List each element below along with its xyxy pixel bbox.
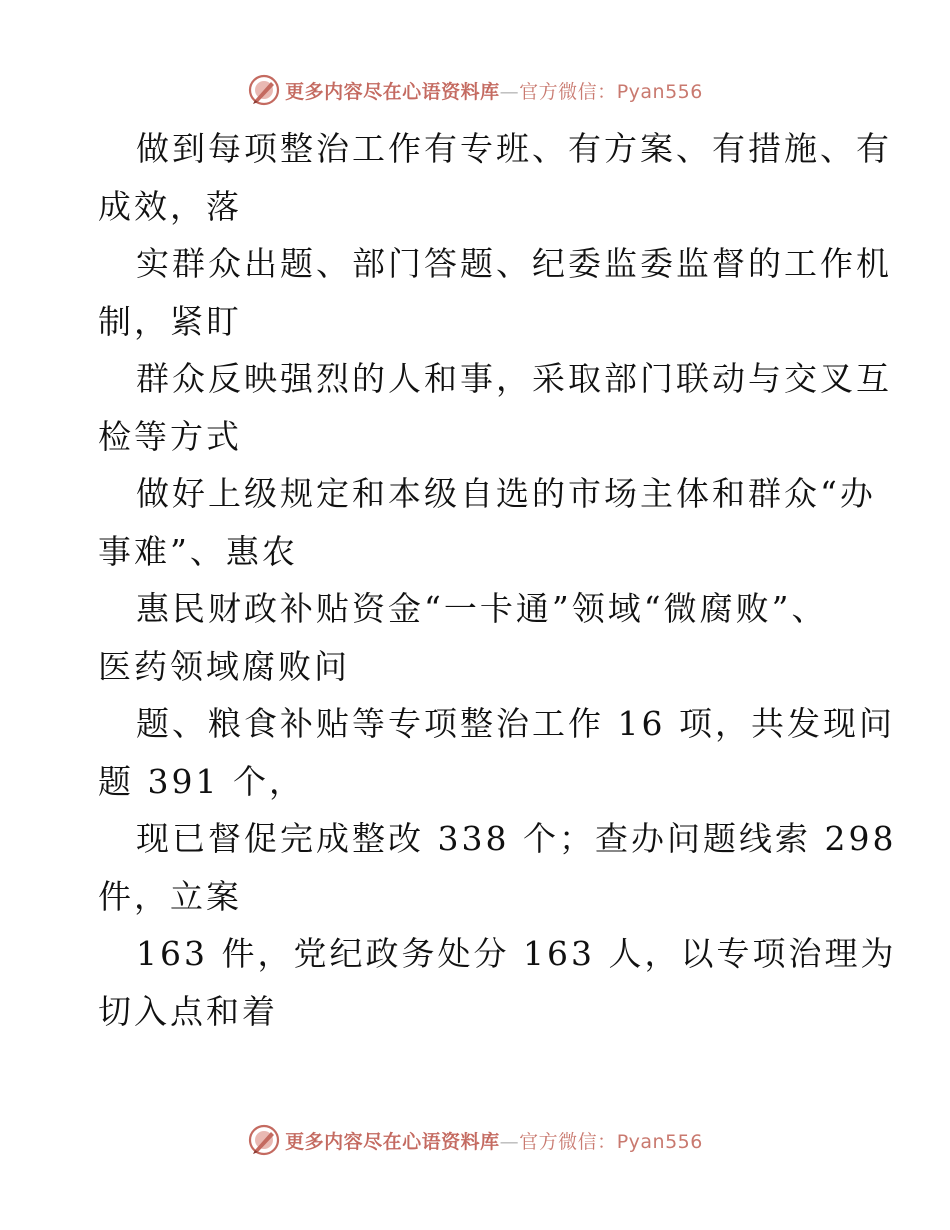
paragraph [98, 235, 892, 350]
paragraph-line: 做到每项整治工作有专班、有方案、有措施、有 [136, 129, 892, 168]
watermark-text [285, 1127, 703, 1154]
paragraph-line: 事难”、惠农 [98, 531, 298, 571]
watermark-wechat-label: 官方微信： [519, 80, 617, 103]
paragraph [98, 925, 897, 1040]
paragraph-line: 现已督促完成整改 338 个；查办问题线索 298 [136, 819, 897, 858]
paragraph [98, 695, 895, 810]
watermark-wechat-id: Pyan556 [616, 1130, 703, 1153]
paragraph [98, 580, 858, 695]
pen-logo-icon [247, 73, 281, 107]
watermark-separator: — [499, 80, 520, 103]
paragraph-line: 实群众出题、部门答题、纪委监委监督的工作机 [136, 244, 892, 283]
paragraph-line: 群众反映强烈的人和事，采取部门联动与交叉互 [136, 359, 892, 398]
paragraph-line: 医药领域腐败问 [98, 646, 350, 686]
watermark-wechat-label: 官方微信： [519, 1130, 617, 1153]
watermark-wechat-id: Pyan556 [616, 80, 703, 103]
pen-logo-icon [247, 1123, 281, 1157]
paragraph-line: 163 件，党纪政务处分 163 人，以专项治理为 [136, 934, 897, 973]
watermark-brand: 更多内容尽在心语资料库 [285, 80, 500, 103]
paragraph [98, 120, 892, 235]
paragraph-line: 惠民财政补贴资金“一卡通”领域“微腐败”、 [136, 589, 828, 628]
document-body [98, 120, 897, 1040]
header-watermark [0, 70, 950, 110]
paragraph-line: 做好上级规定和本级自选的市场主体和群众“办 [136, 474, 876, 513]
paragraph [98, 810, 897, 925]
paragraph-line: 题、粮食补贴等专项整治工作 16 项，共发现问 [136, 704, 895, 743]
paragraph-line: 检等方式 [98, 416, 242, 456]
paragraph [98, 350, 892, 465]
footer-watermark [0, 1120, 950, 1160]
watermark-brand: 更多内容尽在心语资料库 [285, 1130, 500, 1153]
paragraph-line: 成效，落 [98, 186, 242, 226]
paragraph [98, 465, 876, 580]
paragraph-line: 制，紧盯 [98, 301, 242, 341]
paragraph-line: 题 391 个， [98, 761, 305, 801]
paragraph-line: 件，立案 [98, 876, 242, 916]
watermark-text [285, 77, 703, 104]
paragraph-line: 切入点和着 [98, 991, 278, 1031]
watermark-separator: — [499, 1130, 520, 1153]
